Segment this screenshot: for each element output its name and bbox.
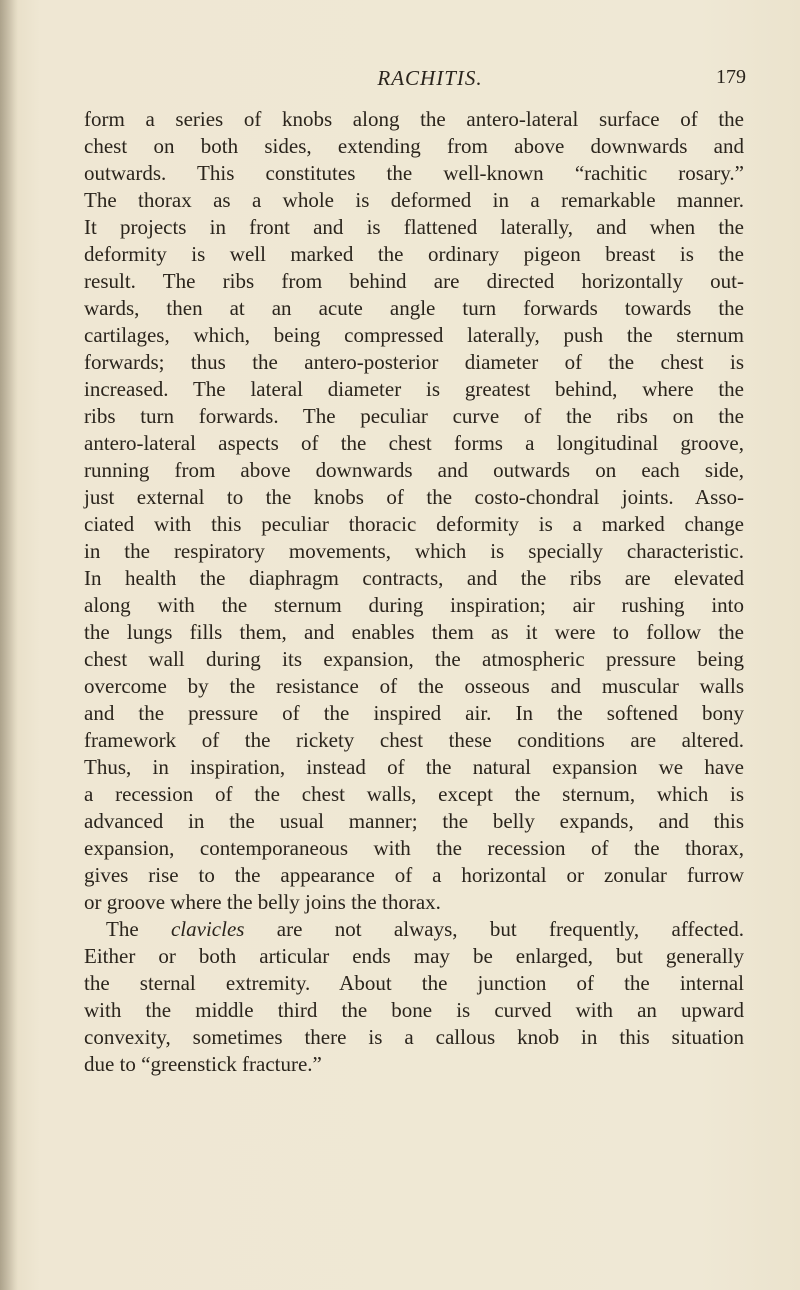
page-number: 179 — [716, 66, 746, 88]
text-line: due to “greenstick fracture.” — [84, 1052, 322, 1076]
text-line: a recession of the chest walls, except the sternum, which is — [84, 782, 744, 806]
text-line: the sternal extremity. About the junction of the internal — [84, 971, 744, 995]
text-line: gives rise to the appearance of a horizontal or zonular furrow — [84, 863, 744, 887]
text-line: ribs turn forwards. The peculiar curve of the ribs on the — [84, 404, 744, 428]
text-line: Thus, in inspiration, instead of the natural expansion we have — [84, 755, 744, 779]
text-fragment: are not always, but frequently, affected. — [244, 917, 744, 941]
paragraph-2 — [84, 916, 744, 1078]
text-line: advanced in the usual manner; the belly expands, and this — [84, 809, 744, 833]
running-head — [120, 66, 746, 96]
paragraph-1 — [84, 106, 744, 916]
spine-shadow — [0, 0, 18, 1290]
text-line: forwards; thus the antero-posterior diameter of the chest is — [84, 350, 744, 374]
text-line: running from above downwards and outwards on each side, — [84, 458, 744, 482]
text-line: or groove where the belly joins the thorax. — [84, 890, 441, 914]
text-line: result. The ribs from behind are directed horizontally out- — [84, 269, 744, 293]
running-title: RACHITIS. — [377, 66, 483, 90]
text-line: just external to the knobs of the costo-chondral joints. Asso- — [84, 485, 744, 509]
text-line: outwards. This constitutes the well-known “rachitic rosary.” — [84, 161, 744, 185]
text-line: convexity, sometimes there is a callous knob in this situation — [84, 1025, 744, 1049]
text-line: and the pressure of the inspired air. In the softened bony — [84, 701, 744, 725]
text-line: with the middle third the bone is curved with an upward — [84, 998, 744, 1022]
text-line: chest on both sides, extending from above downwards and — [84, 134, 744, 158]
text-line: the lungs fills them, and enables them as it were to follow the — [84, 620, 744, 644]
body-text — [84, 106, 744, 1078]
text-line: form a series of knobs along the antero-lateral surface of the — [84, 107, 744, 131]
italic-term: clavicles — [170, 917, 245, 941]
text-line: framework of the rickety chest these conditions are altered. — [84, 728, 744, 752]
text-line: antero-lateral aspects of the chest forms a longitudinal groove, — [84, 431, 744, 455]
text-line: increased. The lateral diameter is greatest behind, where the — [84, 377, 744, 401]
text-line: expansion, contemporaneous with the recession of the thorax, — [84, 836, 744, 860]
text-line: along with the sternum during inspiration; air rushing into — [84, 593, 744, 617]
text-line: In health the diaphragm contracts, and the ribs are elevated — [84, 566, 744, 590]
text-line: wards, then at an acute angle turn forwards towards the — [84, 296, 744, 320]
text-line: in the respiratory movements, which is specially characteristic. — [84, 539, 744, 563]
text-line: chest wall during its expansion, the atmospheric pressure being — [84, 647, 744, 671]
text-line: Either or both articular ends may be enlarged, but generally — [84, 944, 744, 968]
text-line: ciated with this peculiar thoracic deformity is a marked change — [84, 512, 744, 536]
text-line: deformity is well marked the ordinary pigeon breast is the — [84, 242, 744, 266]
text-line: cartilages, which, being compressed laterally, push the sternum — [84, 323, 744, 347]
text-line: The thorax as a whole is deformed in a remarkable manner. — [84, 188, 744, 212]
text-fragment: The — [106, 917, 171, 941]
text-line — [84, 916, 744, 943]
text-line: It projects in front and is flattened laterally, and when the — [84, 215, 744, 239]
text-line: overcome by the resistance of the osseous and muscular walls — [84, 674, 744, 698]
